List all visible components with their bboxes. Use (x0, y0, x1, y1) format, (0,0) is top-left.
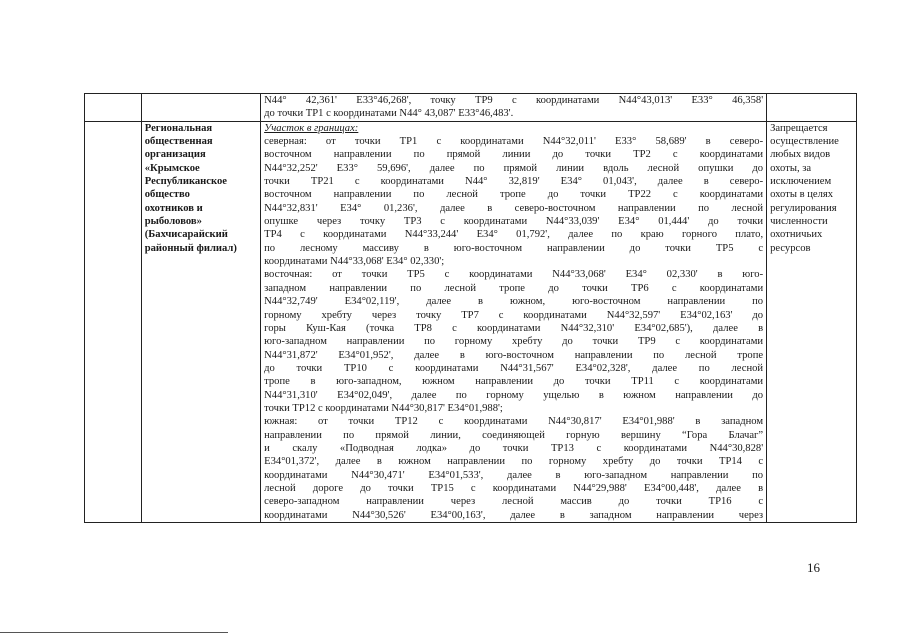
note-line: регулирования (770, 202, 837, 214)
note-line: охоты в целях (770, 189, 834, 201)
section-title: Участок в границах: (264, 122, 359, 134)
text-line: координатами N44°30,526' E34°00,163', далее в западном направлении через (264, 509, 764, 521)
cell-organization (141, 121, 260, 522)
cell-organization-top (141, 94, 260, 122)
organization-line: Республиканское (144, 176, 227, 188)
organization-line: Региональная (144, 122, 213, 134)
cell-number-top (85, 94, 142, 122)
table-row-main (85, 121, 857, 522)
text-line: N44°31,872' E34°01,952', далее в юго-восточном направлении по лесной тропе (264, 349, 764, 361)
text-line: восточном направлении по прямой линии до точки TP2 с координатами (264, 149, 764, 161)
text-line: лесной дороге до точки TP15 с координатами N44°29,988' E34°00,448', далее в (264, 482, 764, 494)
text-line: и скалу «Подводная лодка» до точки TP13 с координатами N44°30,828' (264, 442, 764, 454)
text-line: горному хребту через точку TP7 с координатами N44°32,597' E34°02,163' до (264, 309, 764, 321)
text-line: северная: от точки TP1 с координатами N44°32,011' E33° 58,689' в северо- (264, 136, 764, 148)
north-boundary (264, 135, 763, 268)
organization-line: охотников и (144, 202, 203, 214)
text-line: N44°32,749' E34°02,119', далее в южном, юго-восточном направлении по (264, 296, 764, 308)
text-line: северо-западном направлении через лесной массив до точки TP16 с (264, 496, 764, 508)
cell-boundary-text-top (261, 94, 767, 122)
note-line: ресурсов (770, 242, 811, 254)
text-line: TP4 с координатами N44°33,244' E34° 01,792', далее по краю горного плато, (264, 229, 764, 241)
text-line: координатами N44°30,471' E34°01,533', далее в юго-западном направлении по (264, 469, 764, 481)
organization-line: (Бахчисарайский (144, 229, 228, 241)
east-boundary (264, 268, 763, 415)
note-line: численности (770, 216, 828, 228)
organization-line: организация (144, 149, 206, 161)
organization-line: рыболовов» (144, 216, 202, 228)
organization-line: общественная (144, 136, 213, 148)
boundary-table (84, 93, 857, 523)
text-line: E34°01,372', далее в южном направлении по горному хребту до точки TP14 с (264, 456, 764, 468)
text-line: точки TP12 с координатами N44°30,817' E34°01,988'; (264, 402, 503, 414)
note-line: охотничьих (770, 229, 823, 241)
note-line: исключением (770, 176, 832, 188)
text-line: координатами N44°33,068' E34° 02,330'; (264, 256, 445, 268)
text-line: до точки TP1 с координатами N44° 43,087' E33°46,483'. (264, 108, 514, 120)
cell-number-main (85, 121, 142, 522)
text-line: N44° 42,361' E33°46,268', точку TP9 с координатами N44°43,013' E33° 46,358' (264, 95, 764, 106)
note-line: охоты, за (770, 162, 812, 174)
footer-divider (0, 632, 228, 633)
text-line: N44°31,310' E34°02,049', далее по горному ущелью в южном направлении до (264, 389, 764, 401)
page-number: 16 (807, 560, 820, 575)
cell-boundary-text (261, 121, 767, 522)
south-boundary (264, 415, 763, 522)
cell-note-top (767, 94, 857, 122)
text-line: южная: от точки TP12 с координатами N44°30,817' E34°01,988' в западном (264, 416, 764, 428)
text-line: N44°32,831' E34° 01,236', далее в северо-восточном направлении по лесной (264, 202, 764, 214)
text-line: точки TP21 с координатами N44° 32,819' E34° 01,043', далее в северо- (264, 176, 764, 188)
text-line: западном направлении по лесной тропе до точки TP6 с координатами (264, 282, 764, 294)
text-line: восточном направлении по лесной тропе до точки TP22 с координатами (264, 189, 764, 201)
organization-line: районный филиал) (144, 242, 237, 254)
text-line: тропе в юго-западном, южном направлении до точки TP11 с координатами (264, 376, 764, 388)
organization-line: общество (144, 189, 190, 201)
text-line: горы Куш-Кая (точка TP8 с координатами N44°32,310' E34°02,685'), далее в (264, 322, 764, 334)
organization-line: «Крымское (144, 162, 200, 174)
text-line: восточная: от точки TP5 с координатами N44°33,068' E34° 02,330' в юго- (264, 269, 764, 281)
text-line: до точки TP10 с координатами N44°31,567' E34°02,328', далее по лесной (264, 362, 764, 374)
note-line: любых видов (770, 149, 831, 161)
note-line: осуществление (770, 136, 839, 148)
cell-note (767, 121, 857, 522)
text-line: направлении по прямой линии, соединяющей горную вершину “Гора Блачаг” (264, 429, 764, 441)
text-line: по лесному массиву в юго-восточном направлении до точки TP5 с (264, 242, 764, 254)
text-line: юго-западном направлении по горному хребту до точки TP9 с координатами (264, 336, 764, 348)
table-row-top (85, 94, 857, 122)
note-line: Запрещается (770, 122, 828, 134)
text-line: опушке через точку TP3 с координатами N44°33,039' E34° 01,444' до точки (264, 216, 764, 228)
text-line: N44°32,252' E33° 59,696', далее по прямой линии вдоль лесной опушки до (264, 162, 764, 174)
